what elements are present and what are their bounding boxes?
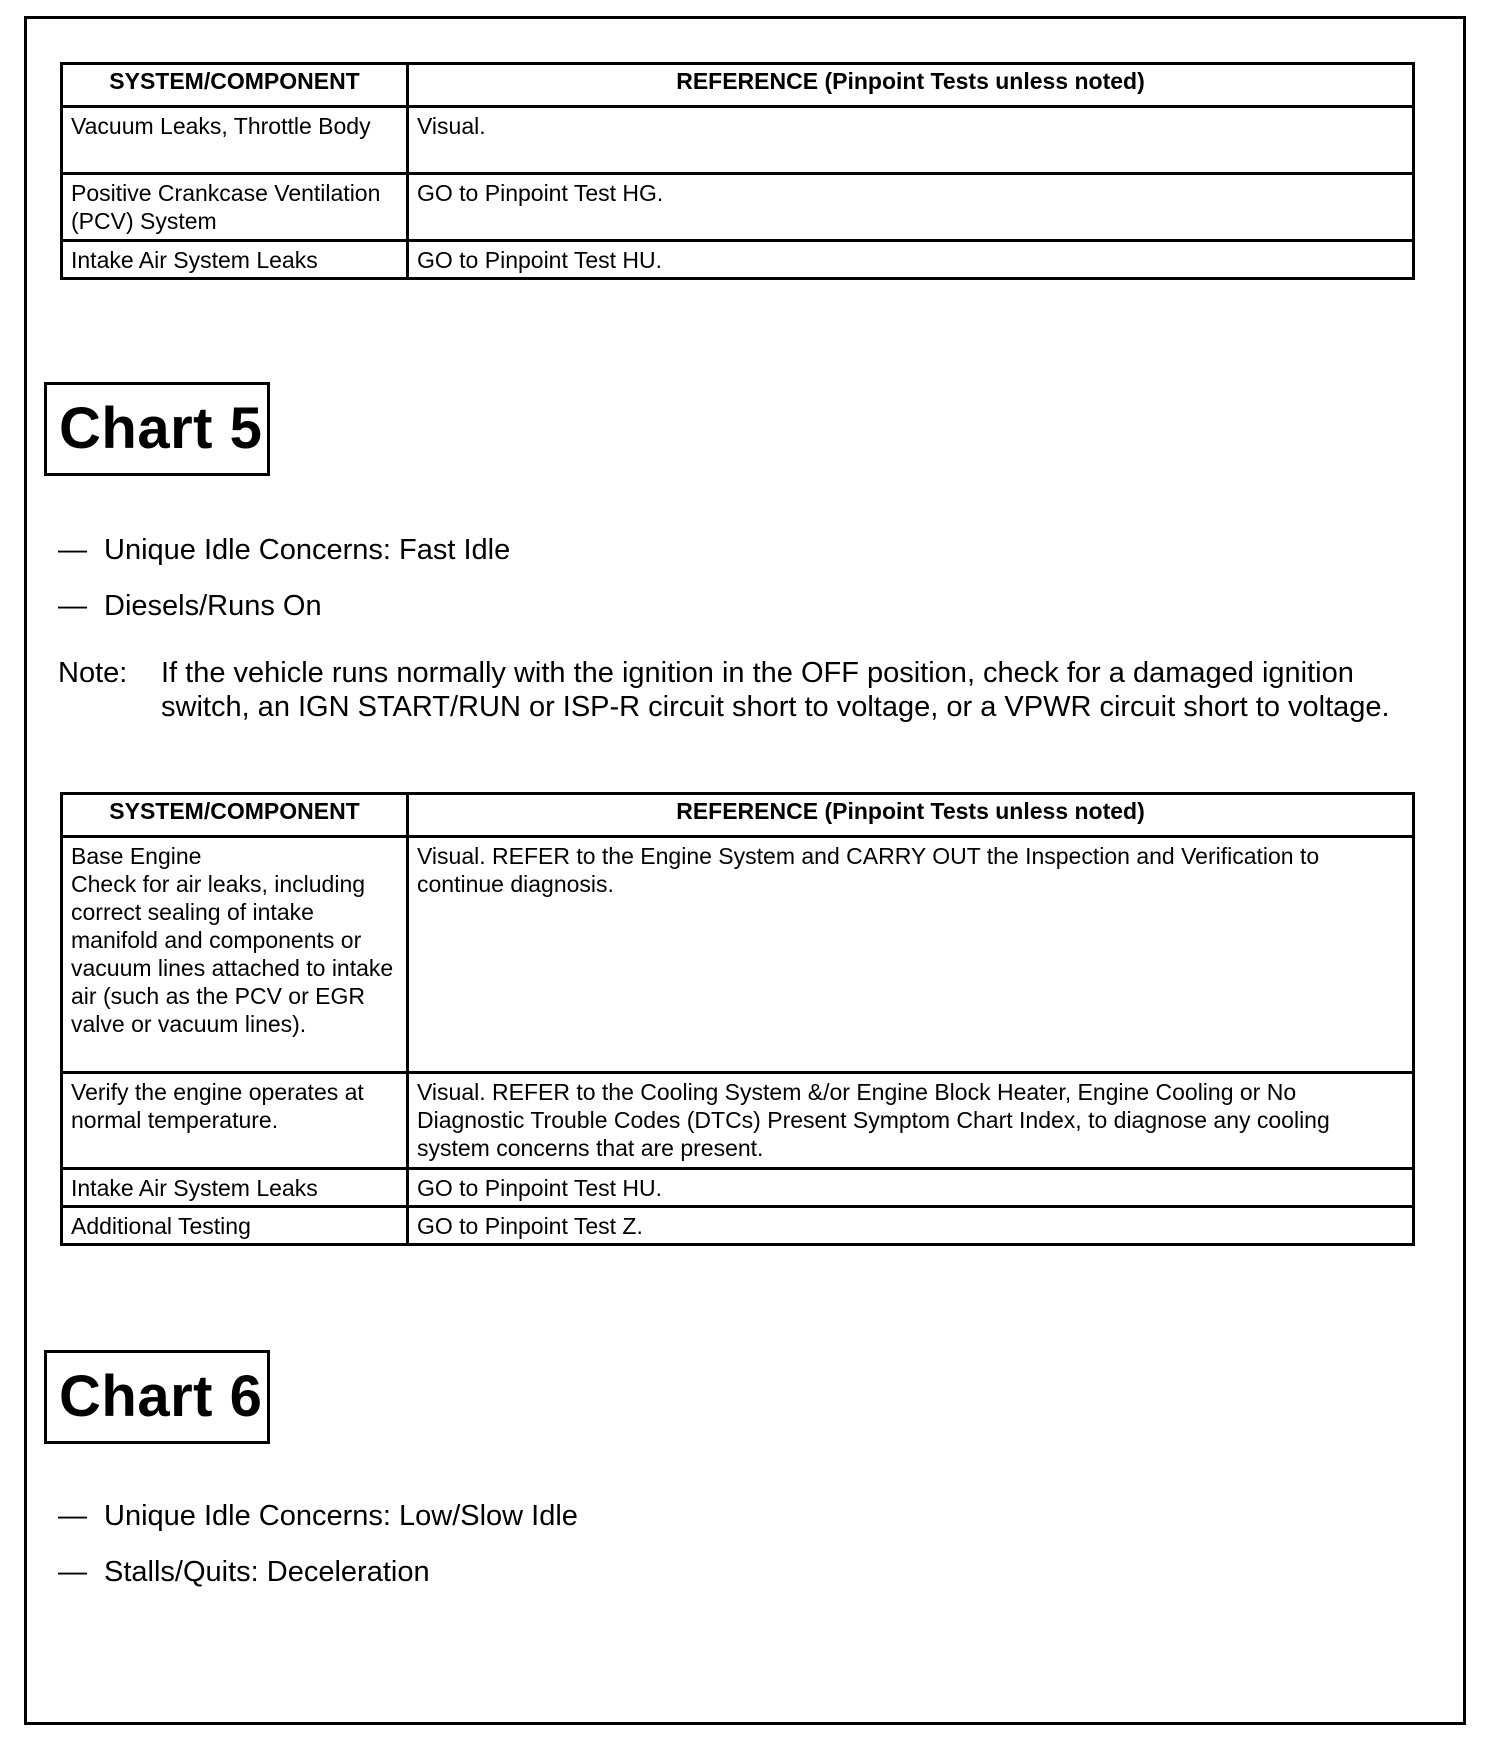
system-cell: Intake Air System Leaks — [62, 241, 408, 279]
table-header-row — [62, 794, 1414, 837]
bullet-text: Unique Idle Concerns: Fast Idle — [104, 534, 511, 566]
chart-6-title: Chart 6 — [44, 1350, 270, 1444]
chart-6-bullet — [58, 1554, 430, 1590]
dash-mark: — — [58, 1556, 87, 1588]
system-cell: Positive Crankcase Ventilation (PCV) System — [62, 174, 408, 241]
table-row — [62, 837, 1414, 1073]
note-label: Note: — [58, 657, 128, 689]
table-row — [62, 107, 1414, 174]
system-cell: Intake Air System Leaks — [62, 1169, 408, 1207]
chart-5-bullet — [58, 532, 510, 568]
system-cell: Additional Testing — [62, 1207, 408, 1245]
column-header-reference: REFERENCE (Pinpoint Tests unless noted) — [408, 794, 1414, 837]
table-row — [62, 1073, 1414, 1169]
table-row — [62, 1207, 1414, 1245]
bullet-text: Unique Idle Concerns: Low/Slow Idle — [104, 1500, 578, 1532]
column-header-reference: REFERENCE (Pinpoint Tests unless noted) — [408, 64, 1414, 107]
reference-cell: GO to Pinpoint Test HU. — [408, 1169, 1414, 1207]
table-row — [62, 241, 1414, 279]
chart-5-bullet — [58, 588, 322, 624]
system-cell: Vacuum Leaks, Throttle Body — [62, 107, 408, 174]
reference-cell: Visual. REFER to the Engine System and CARRY OUT the Inspection and Verification to continue diagnosis. — [408, 837, 1414, 1073]
dash-mark: — — [58, 1500, 87, 1532]
dash-mark: — — [58, 590, 87, 622]
chart-5-title: Chart 5 — [44, 382, 270, 476]
dash-mark: — — [58, 534, 87, 566]
table-row — [62, 174, 1414, 241]
chart-6-bullet — [58, 1498, 578, 1534]
reference-cell: Visual. — [408, 107, 1414, 174]
chart-5-note — [58, 656, 1418, 724]
note-text: If the vehicle runs normally with the ignition in the OFF position, check for a damaged ignition switch, an IGN START/RUN or ISP-R circuit short to voltage, or a VPWR circuit short to voltage. — [161, 657, 1390, 723]
reference-cell: GO to Pinpoint Test Z. — [408, 1207, 1414, 1245]
system-cell: Verify the engine operates at normal temperature. — [62, 1073, 408, 1169]
reference-table-1 — [60, 62, 1415, 280]
bullet-text: Stalls/Quits: Deceleration — [104, 1556, 430, 1588]
column-header-system: SYSTEM/COMPONENT — [62, 794, 408, 837]
table-header-row — [62, 64, 1414, 107]
reference-table-2 — [60, 792, 1415, 1246]
table-row — [62, 1169, 1414, 1207]
bullet-text: Diesels/Runs On — [104, 590, 322, 622]
system-cell: Base Engine Check for air leaks, including correct sealing of intake manifold and components or vacuum lines attached to intake air (such as the PCV or EGR valve or vacuum lines). — [62, 837, 408, 1073]
reference-cell: Visual. REFER to the Cooling System &/or Engine Block Heater, Engine Cooling or No Diagnostic Trouble Codes (DTCs) Present Symptom Chart Index, to diagnose any cooling system concerns that are present. — [408, 1073, 1414, 1169]
reference-cell: GO to Pinpoint Test HG. — [408, 174, 1414, 241]
reference-cell: GO to Pinpoint Test HU. — [408, 241, 1414, 279]
column-header-system: SYSTEM/COMPONENT — [62, 64, 408, 107]
